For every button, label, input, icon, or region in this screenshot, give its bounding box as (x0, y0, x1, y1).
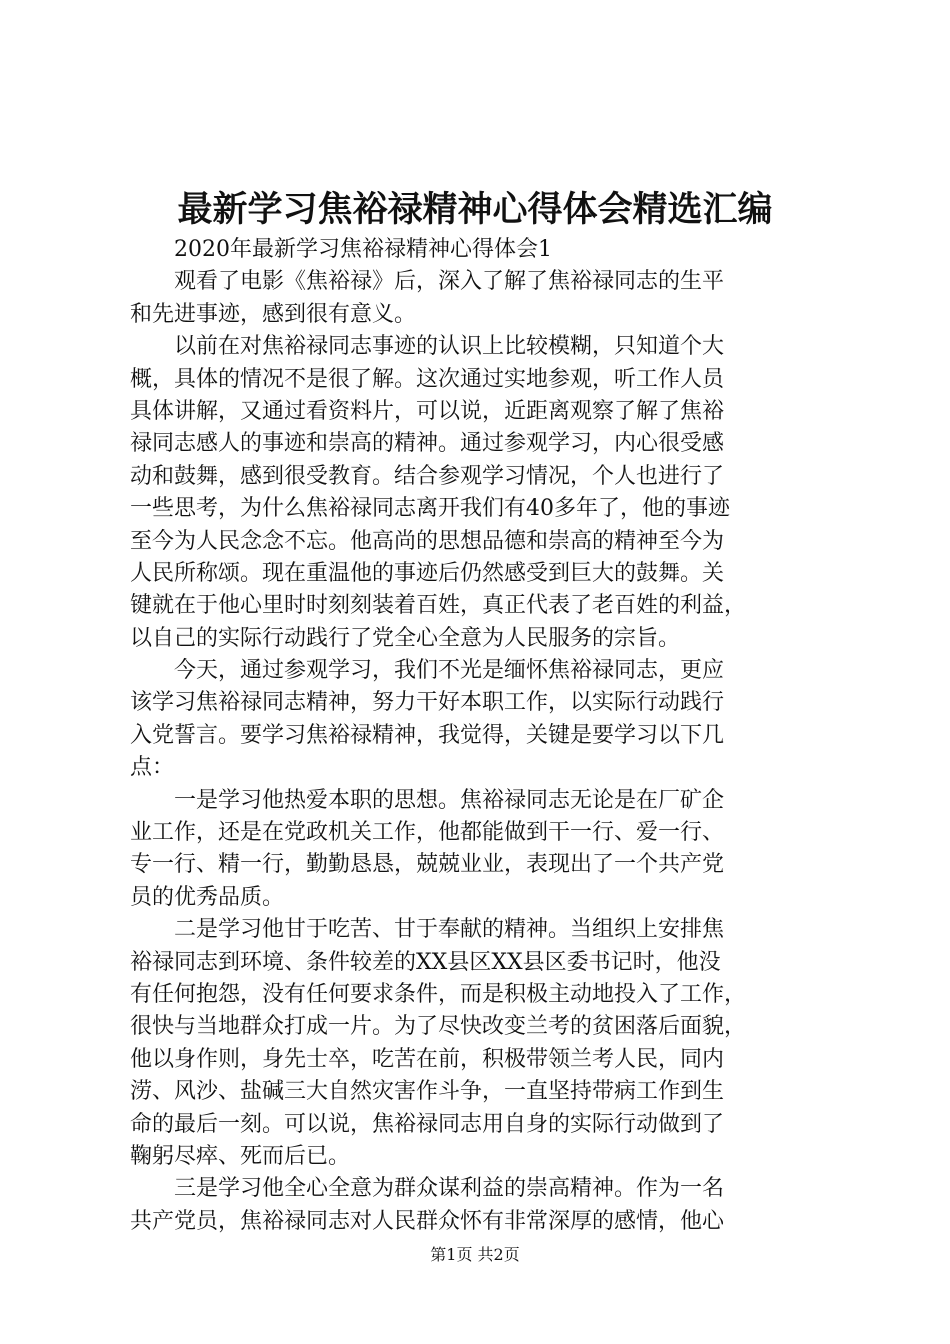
text-line: 以自己的实际行动践行了党全心全意为人民服务的宗旨。 (130, 625, 681, 651)
text-line: 观看了电影《焦裕禄》后，深入了解了焦裕禄同志的生平 (174, 269, 725, 295)
text-line: 鞠躬尽瘁、死而后已。 (130, 1143, 351, 1169)
text-line: 他以身作则，身先士卒，吃苦在前，积极带领兰考人民，同内 (130, 1046, 725, 1072)
text-line: 概，具体的情况不是很了解。这次通过实地参观，听工作人员 (130, 366, 725, 392)
text-line: 以前在对焦裕禄同志事迹的认识上比较模糊，只知道个大 (174, 334, 725, 360)
page-footer: 第1页 共2页 (430, 1245, 520, 1264)
document-body (130, 234, 830, 1238)
text-line: 共产党员，焦裕禄同志对人民群众怀有非常深厚的感情，他心 (130, 1208, 725, 1234)
text-line: 动和鼓舞，感到很受教育。结合参观学习情况，个人也进行了 (130, 463, 725, 489)
text-line: 点： (130, 755, 175, 781)
text-line: 三是学习他全心全意为群众谋利益的崇高精神。作为一名 (174, 1176, 725, 1202)
text-line: 裕禄同志到环境、条件较差的XX县区XX县区委书记时，他没 (130, 949, 721, 975)
text-line: 入党誓言。要学习焦裕禄精神，我觉得，关键是要学习以下几 (130, 722, 725, 748)
text-line: 涝、风沙、盐碱三大自然灾害作斗争，一直坚持带病工作到生 (130, 1079, 725, 1105)
text-line: 业工作，还是在党政机关工作，他都能做到干一行、爱一行、 (130, 820, 725, 846)
text-line: 很快与当地群众打成一片。为了尽快改变兰考的贫困落后面貌， (130, 1014, 747, 1040)
text-line: 具体讲解，又通过看资料片，可以说，近距离观察了解了焦裕 (130, 398, 725, 424)
text-line: 人民所称颂。现在重温他的事迹后仍然感受到巨大的鼓舞。关 (130, 560, 725, 586)
text-line: 该学习焦裕禄同志精神，努力干好本职工作，以实际行动践行 (130, 690, 725, 716)
document-title: 最新学习焦裕禄精神心得体会精选汇编 (177, 189, 773, 230)
subtitle-line: 2020年最新学习焦裕禄精神心得体会1 (174, 237, 552, 262)
text-line: 至今为人民念念不忘。他高尚的思想品德和崇高的精神至今为 (130, 528, 725, 554)
text-line: 命的最后一刻。可以说，焦裕禄同志用自身的实际行动做到了 (130, 1111, 725, 1137)
text-line: 有任何抱怨，没有任何要求条件，而是积极主动地投入了工作， (130, 981, 747, 1007)
text-line: 员的优秀品质。 (130, 884, 285, 910)
text-line: 一是学习他热爱本职的思想。焦裕禄同志无论是在厂矿企 (174, 787, 725, 813)
text-line: 二是学习他甘于吃苦、甘于奉献的精神。当组织上安排焦 (174, 917, 725, 943)
text-line: 禄同志感人的事迹和崇高的精神。通过参观学习，内心很受感 (130, 431, 725, 457)
text-line: 一些思考，为什么焦裕禄同志离开我们有40多年了，他的事迹 (130, 496, 730, 522)
text-line: 专一行、精一行，勤勤恳恳，兢兢业业，表现出了一个共产党 (130, 852, 725, 878)
text-line: 和先进事迹，感到很有意义。 (130, 301, 417, 327)
text-line: 键就在于他心里时时刻刻装着百姓，真正代表了老百姓的利益， (130, 593, 747, 619)
text-line: 今天，通过参观学习，我们不光是缅怀焦裕禄同志，更应 (174, 658, 725, 684)
